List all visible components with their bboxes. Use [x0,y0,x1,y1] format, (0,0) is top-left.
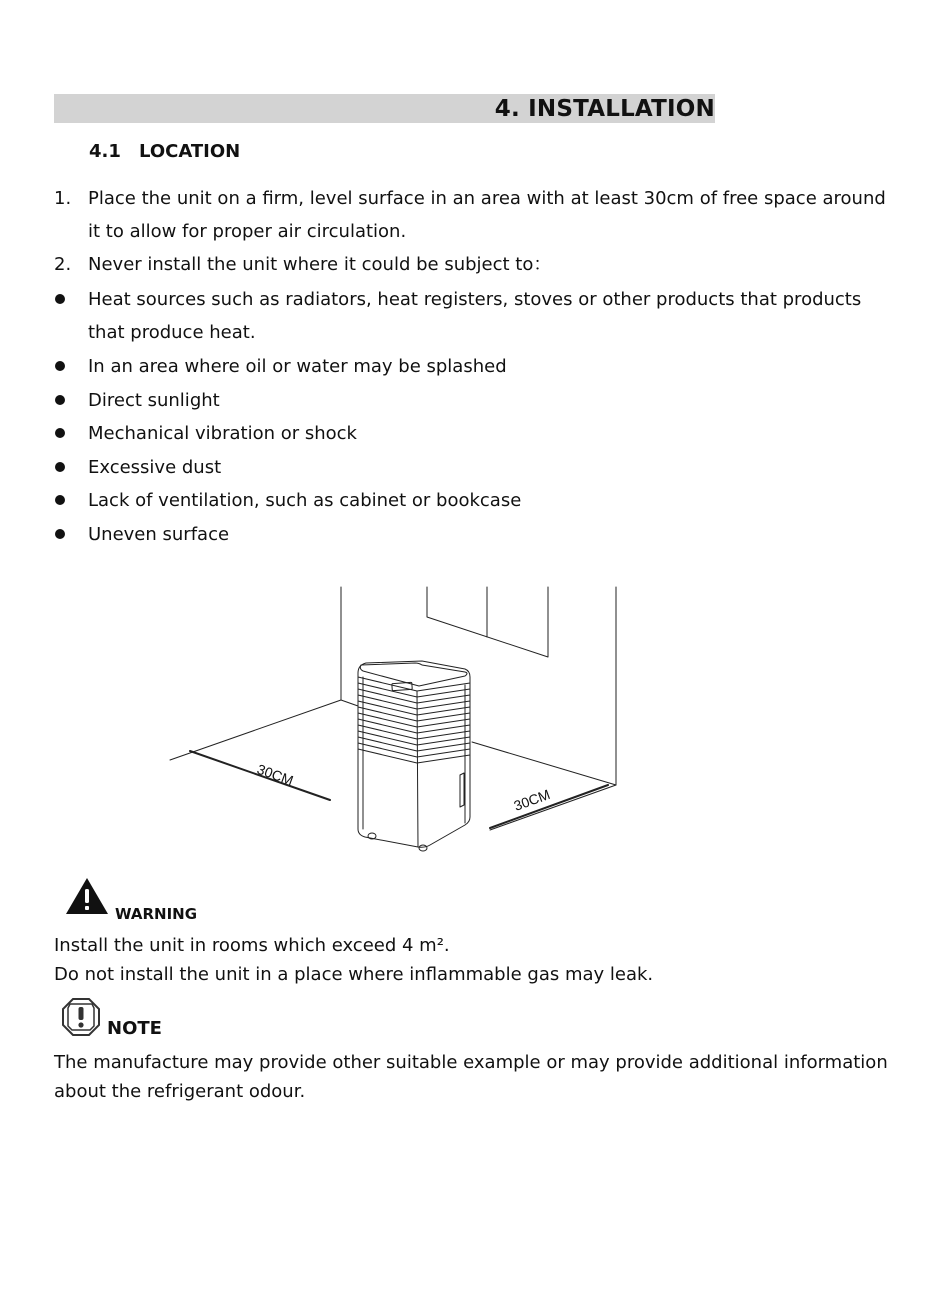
bullet-text: In an area where oil or water may be splashed [88,356,507,377]
subsection-heading [89,141,240,162]
bullet-text: Excessive dust [88,457,222,478]
section-header-bar [54,94,715,123]
item-number: 2. [54,254,72,275]
bullet-icon [55,462,65,472]
bullet-text: Direct sunlight [88,390,220,411]
floor-edge-left [170,700,341,760]
item-text: Never install the unit where it could be subject to： [88,254,552,275]
bullet-icon [55,294,65,304]
note-label: NOTE [107,1018,162,1039]
bullet-text: Mechanical vibration or shock [88,423,357,444]
bullet-item [54,518,894,551]
bullet-icon [55,529,65,539]
bullet-icon [55,428,65,438]
bullet-text: Heat sources such as radiators, heat registers, stoves or other products that products that produce heat. [88,289,862,343]
right-clearance-label: 30CM [511,786,553,814]
section-title: 4. INSTALLATION [494,96,715,122]
left-clearance-label: 30CM [254,760,296,789]
bullet-item [54,384,894,417]
note-text: about the refrigerant odour. [54,1081,306,1102]
installation-clearance-illustration [160,585,630,860]
item-number: 1. [54,188,72,209]
floor-edge-right [490,785,616,830]
bullet-icon [55,495,65,505]
warning-label: WARNING [115,905,198,923]
bullet-item [54,451,894,484]
note-icon [60,996,102,1038]
bullet-item [54,417,894,450]
right-dimension-line [490,785,608,828]
note-text: The manufacture may provide other suitable example or may provide additional information [54,1052,888,1073]
numbered-item [54,182,894,248]
item-text: Place the unit on a firm, level surface in an area with at least 30cm of free space around it to allow for proper air circulation. [88,188,886,242]
subsection-number: 4.1 [89,141,121,162]
warning-icon [64,876,110,916]
warning-text: Install the unit in rooms which exceed 4 m². [54,935,450,956]
bullet-text: Uneven surface [88,524,230,545]
bullet-item [54,350,894,383]
bullet-icon [55,395,65,405]
bullet-text: Lack of ventilation, such as cabinet or bookcase [88,490,522,511]
bullet-item [54,484,894,517]
numbered-item [54,248,894,281]
warning-text: Do not install the unit in a place where inflammable gas may leak. [54,964,654,985]
subsection-title: LOCATION [139,141,241,162]
bullet-item [54,283,894,349]
bullet-icon [55,361,65,371]
